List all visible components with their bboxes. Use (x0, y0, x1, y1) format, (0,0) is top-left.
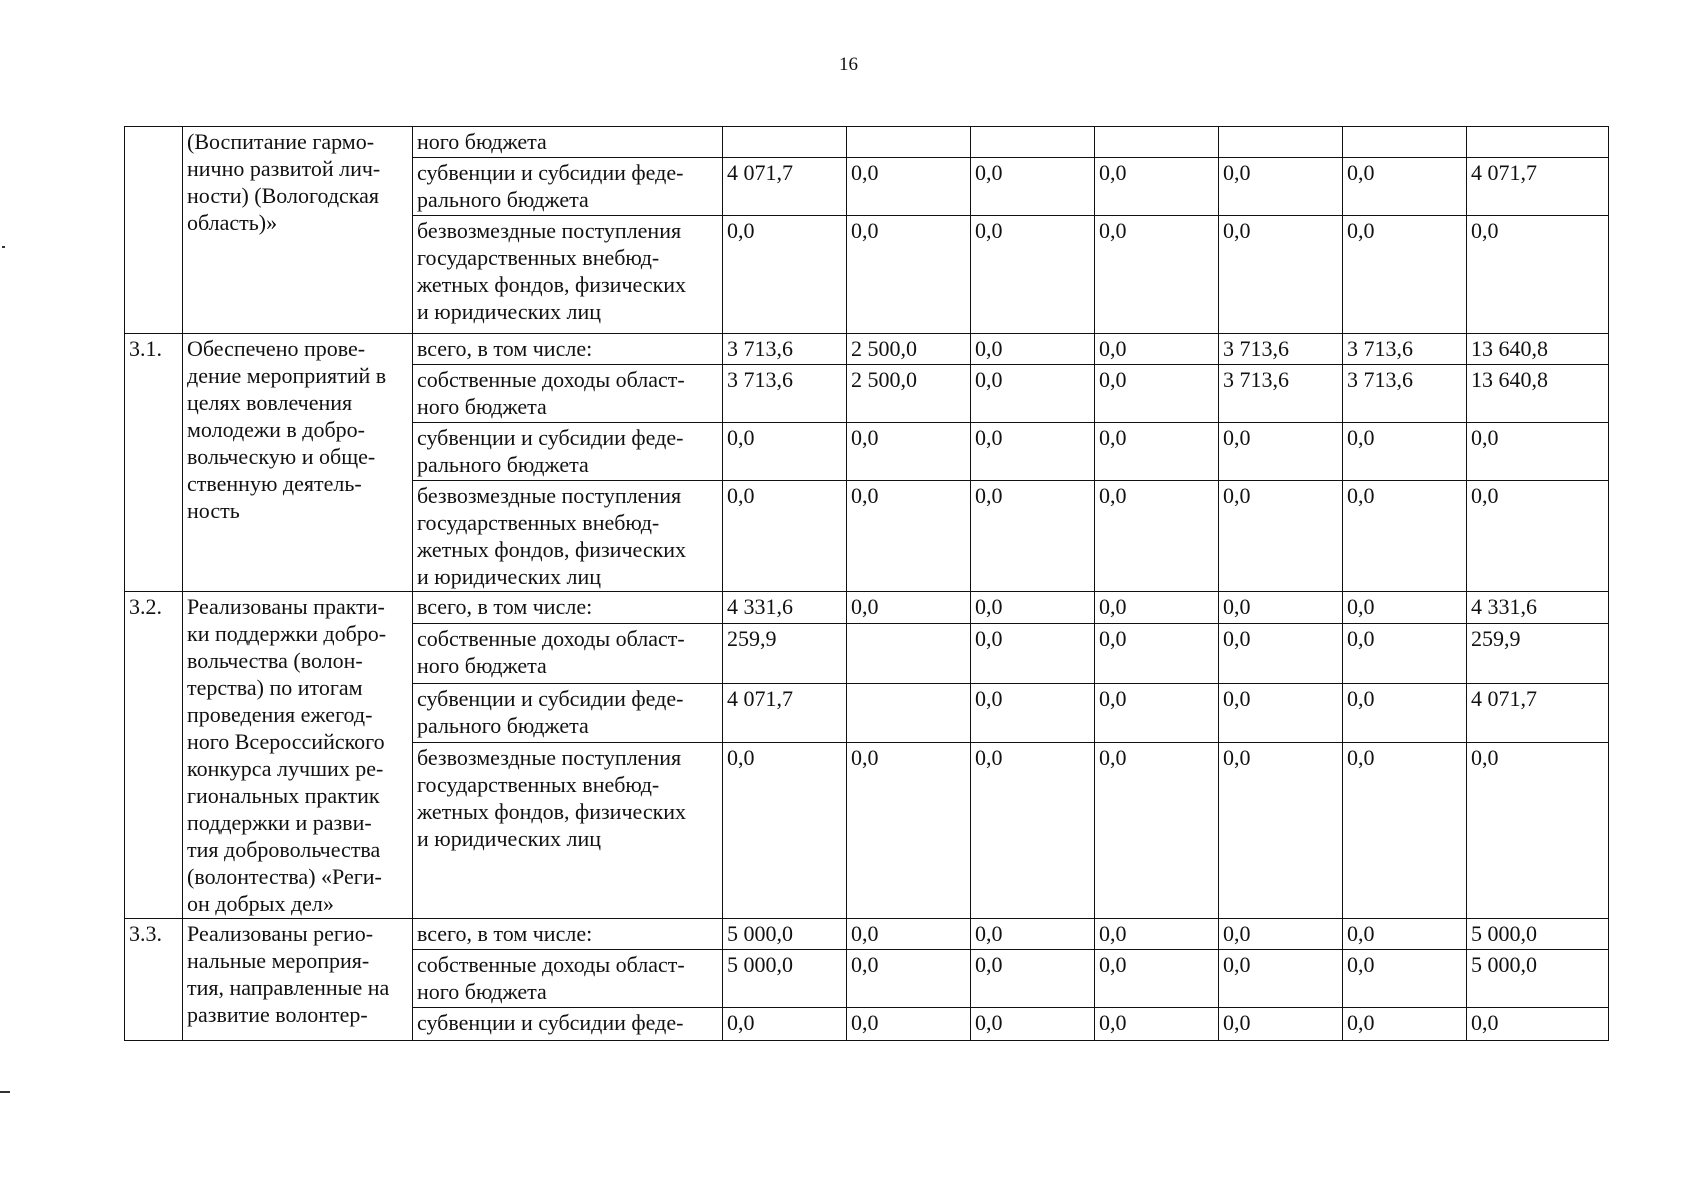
item-description: Реализованы регио- нальные мероприя- тия, направленные на развитие волонтер- (183, 919, 413, 1041)
value-cell (971, 127, 1095, 158)
value-cell: 0,0 (1095, 743, 1219, 919)
value-cell: 4 331,6 (723, 592, 847, 624)
value-cell (1095, 127, 1219, 158)
value-cell: 0,0 (1095, 950, 1219, 1008)
value-cell: 0,0 (1219, 423, 1343, 481)
funding-source: безвозмездные поступления государственных внебюд- жетных фондов, физических и юридических лиц (413, 743, 723, 919)
table-body (125, 127, 1609, 1041)
value-cell: 3 713,6 (1343, 334, 1467, 365)
value-cell: 4 071,7 (723, 158, 847, 216)
value-cell: 0,0 (1095, 1008, 1219, 1041)
value-cell: 0,0 (1095, 365, 1219, 423)
value-cell: 0,0 (971, 423, 1095, 481)
budget-table (124, 126, 1609, 1041)
funding-source: безвозмездные поступления государственных внебюд- жетных фондов, физических и юридических лиц (413, 481, 723, 592)
value-cell: 0,0 (847, 919, 971, 950)
scan-edge-mark (2, 246, 5, 248)
table-row (125, 592, 1609, 624)
item-number: 3.2. (125, 592, 183, 919)
value-cell: 2 500,0 (847, 365, 971, 423)
value-cell: 0,0 (1219, 592, 1343, 624)
value-cell: 0,0 (723, 743, 847, 919)
value-cell: 0,0 (1343, 950, 1467, 1008)
funding-source: собственные доходы област- ного бюджета (413, 950, 723, 1008)
funding-source: всего, в том числе: (413, 334, 723, 365)
value-cell: 0,0 (723, 216, 847, 334)
value-cell: 0,0 (847, 1008, 971, 1041)
item-description: Реализованы практи- ки поддержки добро- вольчества (волон- терства) по итогам проведения ежегод- ного Всероссийского конкурса лучших ре- гиональных практик поддержки и разви- тия добровольчества (волонтества) «Реги- он добрых дел» (183, 592, 413, 919)
item-number (125, 127, 183, 334)
table-row (125, 919, 1609, 950)
value-cell: 0,0 (1095, 481, 1219, 592)
value-cell: 0,0 (847, 423, 971, 481)
value-cell: 2 500,0 (847, 334, 971, 365)
item-number: 3.1. (125, 334, 183, 592)
value-cell: 0,0 (1343, 919, 1467, 950)
funding-source: собственные доходы област- ного бюджета (413, 365, 723, 423)
value-cell: 13 640,8 (1467, 365, 1609, 423)
value-cell: 0,0 (971, 623, 1095, 683)
value-cell: 0,0 (1343, 592, 1467, 624)
value-cell: 0,0 (1219, 743, 1343, 919)
funding-source: всего, в том числе: (413, 919, 723, 950)
value-cell: 0,0 (971, 743, 1095, 919)
value-cell: 0,0 (1219, 1008, 1343, 1041)
page-number: 16 (839, 54, 858, 75)
funding-source: безвозмездные поступления государственных внебюд- жетных фондов, физических и юридических лиц (413, 216, 723, 334)
value-cell: 3 713,6 (1343, 365, 1467, 423)
value-cell: 0,0 (1467, 743, 1609, 919)
value-cell: 0,0 (1095, 158, 1219, 216)
value-cell: 0,0 (1219, 919, 1343, 950)
value-cell: 0,0 (971, 950, 1095, 1008)
item-description: Обеспечено прове- дение мероприятий в целях вовлечения молодежи в добро- вольческую и обще- ственную деятель- ность (183, 334, 413, 592)
value-cell (723, 127, 847, 158)
value-cell: 0,0 (1095, 216, 1219, 334)
funding-source: субвенции и субсидии феде- рального бюджета (413, 423, 723, 481)
table-row (125, 127, 1609, 158)
funding-source: собственные доходы област- ного бюджета (413, 623, 723, 683)
value-cell: 0,0 (1095, 623, 1219, 683)
value-cell: 0,0 (1219, 950, 1343, 1008)
value-cell: 3 713,6 (1219, 334, 1343, 365)
value-cell: 5 000,0 (723, 919, 847, 950)
value-cell: 4 071,7 (723, 683, 847, 743)
value-cell: 13 640,8 (1467, 334, 1609, 365)
value-cell: 0,0 (971, 919, 1095, 950)
value-cell: 0,0 (847, 481, 971, 592)
value-cell: 0,0 (971, 334, 1095, 365)
value-cell (847, 127, 971, 158)
value-cell: 0,0 (1095, 334, 1219, 365)
value-cell: 0,0 (1467, 423, 1609, 481)
value-cell: 0,0 (1095, 683, 1219, 743)
value-cell (1343, 127, 1467, 158)
value-cell: 0,0 (971, 365, 1095, 423)
value-cell: 4 071,7 (1467, 158, 1609, 216)
value-cell: 5 000,0 (1467, 950, 1609, 1008)
value-cell: 3 713,6 (723, 334, 847, 365)
value-cell: 0,0 (1219, 158, 1343, 216)
value-cell: 0,0 (1095, 423, 1219, 481)
value-cell (847, 623, 971, 683)
item-number: 3.3. (125, 919, 183, 1041)
funding-source: субвенции и субсидии феде- рального бюджета (413, 683, 723, 743)
value-cell: 0,0 (971, 481, 1095, 592)
value-cell: 0,0 (1467, 216, 1609, 334)
value-cell: 259,9 (723, 623, 847, 683)
value-cell: 5 000,0 (1467, 919, 1609, 950)
value-cell: 3 713,6 (1219, 365, 1343, 423)
value-cell: 0,0 (1467, 481, 1609, 592)
value-cell: 0,0 (1219, 683, 1343, 743)
funding-source: субвенции и субсидии феде- рального бюджета (413, 158, 723, 216)
value-cell: 4 071,7 (1467, 683, 1609, 743)
value-cell: 0,0 (971, 158, 1095, 216)
value-cell: 0,0 (1467, 1008, 1609, 1041)
funding-source: всего, в том числе: (413, 592, 723, 624)
table-row (125, 334, 1609, 365)
value-cell (1467, 127, 1609, 158)
value-cell: 0,0 (1095, 592, 1219, 624)
value-cell: 0,0 (1343, 158, 1467, 216)
value-cell: 0,0 (971, 592, 1095, 624)
value-cell: 259,9 (1467, 623, 1609, 683)
value-cell: 0,0 (971, 1008, 1095, 1041)
value-cell (847, 683, 971, 743)
value-cell: 0,0 (1343, 423, 1467, 481)
value-cell: 5 000,0 (723, 950, 847, 1008)
value-cell: 3 713,6 (723, 365, 847, 423)
value-cell (1219, 127, 1343, 158)
value-cell: 0,0 (1343, 683, 1467, 743)
scan-edge-mark (0, 1091, 10, 1093)
value-cell: 0,0 (1219, 216, 1343, 334)
value-cell: 0,0 (1343, 216, 1467, 334)
value-cell: 0,0 (723, 423, 847, 481)
funding-source: субвенции и субсидии феде- (413, 1008, 723, 1041)
item-description: (Воспитание гармо- нично развитой лич- ности) (Вологодская область)» (183, 127, 413, 334)
value-cell: 0,0 (1343, 743, 1467, 919)
value-cell: 0,0 (1343, 1008, 1467, 1041)
funding-source: ного бюджета (413, 127, 723, 158)
value-cell: 0,0 (1343, 623, 1467, 683)
value-cell: 0,0 (723, 1008, 847, 1041)
value-cell: 0,0 (723, 481, 847, 592)
value-cell: 0,0 (1095, 919, 1219, 950)
value-cell: 0,0 (847, 950, 971, 1008)
value-cell: 0,0 (847, 216, 971, 334)
value-cell: 0,0 (1343, 481, 1467, 592)
value-cell: 4 331,6 (1467, 592, 1609, 624)
value-cell: 0,0 (847, 158, 971, 216)
value-cell: 0,0 (847, 592, 971, 624)
value-cell: 0,0 (847, 743, 971, 919)
value-cell: 0,0 (1219, 623, 1343, 683)
value-cell: 0,0 (971, 216, 1095, 334)
value-cell: 0,0 (971, 683, 1095, 743)
value-cell: 0,0 (1219, 481, 1343, 592)
